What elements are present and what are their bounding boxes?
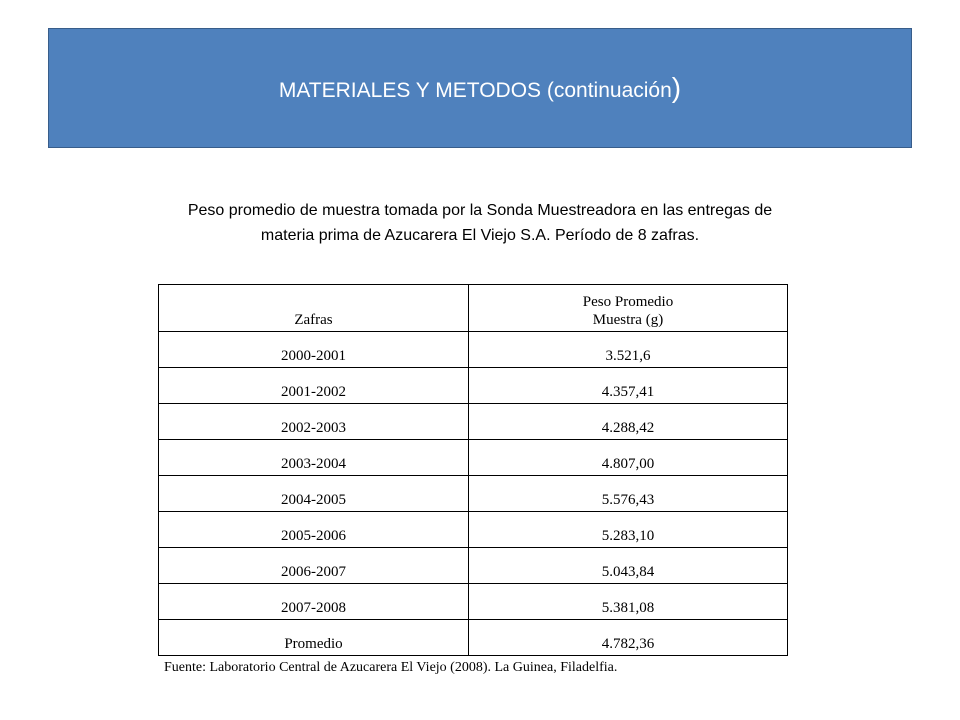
cell-zafra: 2003-2004 xyxy=(159,440,469,476)
table-caption xyxy=(100,198,860,248)
table-row xyxy=(159,368,788,404)
header-peso-line-1: Peso Promedio xyxy=(582,294,674,310)
slide-title-text: MATERIALES Y METODOS (continuación xyxy=(278,78,672,102)
cell-peso: 4.288,42 xyxy=(469,404,788,440)
table-row xyxy=(159,512,788,548)
cell-zafra: 2004-2005 xyxy=(159,476,469,512)
header-zafras: Zafras xyxy=(159,285,469,332)
cell-peso: 5.576,43 xyxy=(469,476,788,512)
cell-zafra: 2006-2007 xyxy=(159,548,469,584)
table-row-average xyxy=(159,620,788,656)
table-row xyxy=(159,440,788,476)
cell-zafra: 2007-2008 xyxy=(159,584,469,620)
source-note: Fuente: Laboratorio Central de Azucarera El Viejo (2008). La Guinea, Filadelfia. xyxy=(164,660,618,675)
table-row xyxy=(159,548,788,584)
cell-zafra: 2000-2001 xyxy=(159,332,469,368)
table-header-row xyxy=(159,285,788,332)
header-peso-line-2: Muestra (g) xyxy=(592,312,664,328)
cell-peso: 5.043,84 xyxy=(469,548,788,584)
table-row xyxy=(159,584,788,620)
slide-title-paren: ) xyxy=(671,71,682,103)
data-table xyxy=(158,284,788,656)
table-row xyxy=(159,404,788,440)
cell-zafra: Promedio xyxy=(159,620,469,656)
table-row xyxy=(159,476,788,512)
cell-peso: 4.807,00 xyxy=(469,440,788,476)
caption-line-2: materia prima de Azucarera El Viejo S.A. Período de 8 zafras. xyxy=(260,227,700,244)
cell-peso: 5.283,10 xyxy=(469,512,788,548)
cell-zafra: 2001-2002 xyxy=(159,368,469,404)
table-row xyxy=(159,332,788,368)
cell-zafra: 2002-2003 xyxy=(159,404,469,440)
data-table-container xyxy=(158,284,787,656)
cell-peso: 4.782,36 xyxy=(469,620,788,656)
header-peso-promedio xyxy=(469,285,788,332)
cell-peso: 3.521,6 xyxy=(469,332,788,368)
caption-line-1: Peso promedio de muestra tomada por la Sonda Muestreadora en las entregas de xyxy=(187,202,773,219)
title-bar xyxy=(48,28,912,148)
cell-zafra: 2005-2006 xyxy=(159,512,469,548)
table-body xyxy=(159,332,788,656)
cell-peso: 5.381,08 xyxy=(469,584,788,620)
slide-title xyxy=(278,71,682,103)
cell-peso: 4.357,41 xyxy=(469,368,788,404)
